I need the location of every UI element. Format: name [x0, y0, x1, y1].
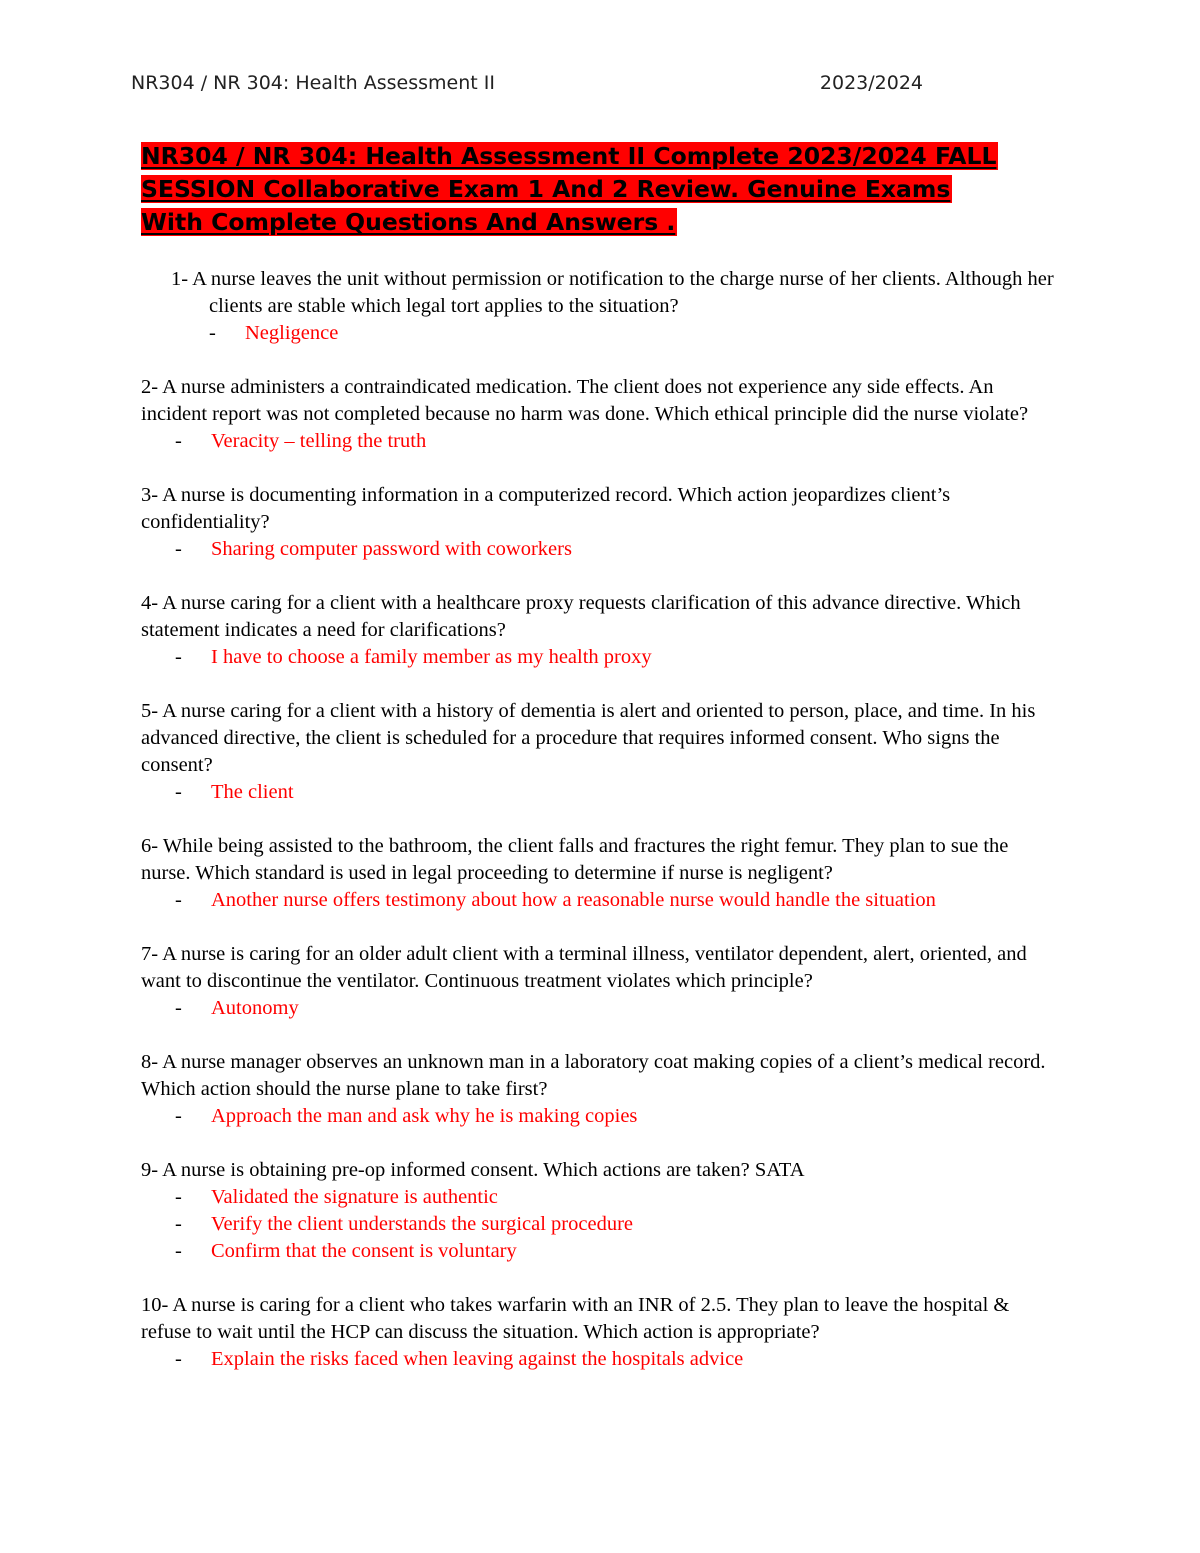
question-text: 4- A nurse caring for a client with a healthcare proxy requests clarification of this advance directive. Which statement indicates a need for clarifications? — [141, 592, 1021, 641]
document-title — [141, 140, 1011, 239]
answer-bullet: - — [175, 1105, 182, 1127]
question-text: 5- A nurse caring for a client with a history of dementia is alert and oriented to person, place, and time. In his advanced directive, the client is scheduled for a procedure that requires informed consent. Who signs the consent? — [141, 700, 1036, 776]
answer-text: Validated the signature is authentic — [211, 1186, 498, 1208]
question-text: 1- A nurse leaves the unit without permission or notification to the charge nurse of her clients. Although her clients are stable which legal tort applies to the situation? — [171, 268, 1054, 317]
answer-text: Approach the man and ask why he is making copies — [211, 1105, 638, 1127]
answer-bullet: - — [175, 1186, 182, 1208]
answer-text: I have to choose a family member as my health proxy — [211, 646, 652, 668]
answer-line — [141, 320, 1061, 347]
answer-text: Another nurse offers testimony about how a reasonable nurse would handle the situation — [211, 889, 936, 911]
answer-bullet: - — [175, 781, 182, 803]
question-item — [141, 1049, 1061, 1130]
answer-bullet: - — [175, 1213, 182, 1235]
question-item — [141, 833, 1061, 914]
header-year: 2023/2024 — [819, 72, 923, 94]
answer-text: The client — [211, 781, 294, 803]
answer-text: Confirm that the consent is voluntary — [211, 1240, 517, 1262]
answer-line — [141, 887, 1061, 914]
question-text: 9- A nurse is obtaining pre-op informed consent. Which actions are taken? SATA — [141, 1159, 805, 1181]
question-text: 2- A nurse administers a contraindicated medication. The client does not experience any side effects. An incident report was not completed because no harm was done. Which ethical principle did the nurse violate? — [141, 376, 1029, 425]
answer-bullet: - — [175, 889, 182, 911]
answer-line — [141, 536, 1061, 563]
document-title-text: NR304 / NR 304: Health Assessment II Complete 2023/2024 FALL SESSION Collaborative Exam 1 And 2 Review. Genuine Exams With Complete Questions And Answers . — [141, 142, 997, 236]
answer-bullet: - — [175, 430, 182, 452]
question-item — [141, 266, 1061, 347]
question-item — [141, 1157, 1061, 1265]
question-text: 7- A nurse is caring for an older adult client with a terminal illness, ventilator dependent, alert, oriented, and want to discontinue the ventilator. Continuous treatment violates which principle? — [141, 943, 1027, 992]
question-text: 10- A nurse is caring for a client who takes warfarin with an INR of 2.5. They plan to leave the hospital & refuse to wait until the HCP can discuss the situation. Which action is appropriate? — [141, 1294, 1010, 1343]
answer-bullet: - — [175, 1348, 182, 1370]
answer-bullet: - — [175, 646, 182, 668]
answer-line — [141, 995, 1061, 1022]
answer-line — [141, 1184, 1061, 1211]
answer-line — [141, 1211, 1061, 1238]
answer-line — [141, 428, 1061, 455]
question-text: 6- While being assisted to the bathroom, the client falls and fractures the right femur. They plan to sue the nurse. Which standard is used in legal proceeding to determine if nurse is negligent? — [141, 835, 1009, 884]
answer-line — [141, 1103, 1061, 1130]
question-text: 3- A nurse is documenting information in a computerized record. Which action jeopardizes client’s confidentiality? — [141, 484, 951, 533]
answer-text: Explain the risks faced when leaving against the hospitals advice — [211, 1348, 744, 1370]
question-item — [141, 374, 1061, 455]
question-item — [141, 590, 1061, 671]
header-course: NR304 / NR 304: Health Assessment II — [131, 72, 495, 94]
answer-bullet: - — [175, 997, 182, 1019]
question-item — [141, 941, 1061, 1022]
answer-text: Verify the client understands the surgical procedure — [211, 1213, 634, 1235]
answer-text: Veracity – telling the truth — [211, 430, 427, 452]
answer-text: Negligence — [245, 322, 339, 344]
answer-bullet: - — [175, 1240, 182, 1262]
answer-bullet: - — [209, 322, 216, 344]
answer-line — [141, 644, 1061, 671]
question-list — [141, 266, 1061, 1400]
question-text: 8- A nurse manager observes an unknown man in a laboratory coat making copies of a client’s medical record. Which action should the nurse plane to take first? — [141, 1051, 1046, 1100]
answer-text: Autonomy — [211, 997, 299, 1019]
answer-text: Sharing computer password with coworkers — [211, 538, 572, 560]
answer-bullet: - — [175, 538, 182, 560]
answer-line — [141, 1346, 1061, 1373]
answer-line — [141, 1238, 1061, 1265]
question-item — [141, 698, 1061, 806]
question-item — [141, 1292, 1061, 1373]
answer-line — [141, 779, 1061, 806]
question-item — [141, 482, 1061, 563]
